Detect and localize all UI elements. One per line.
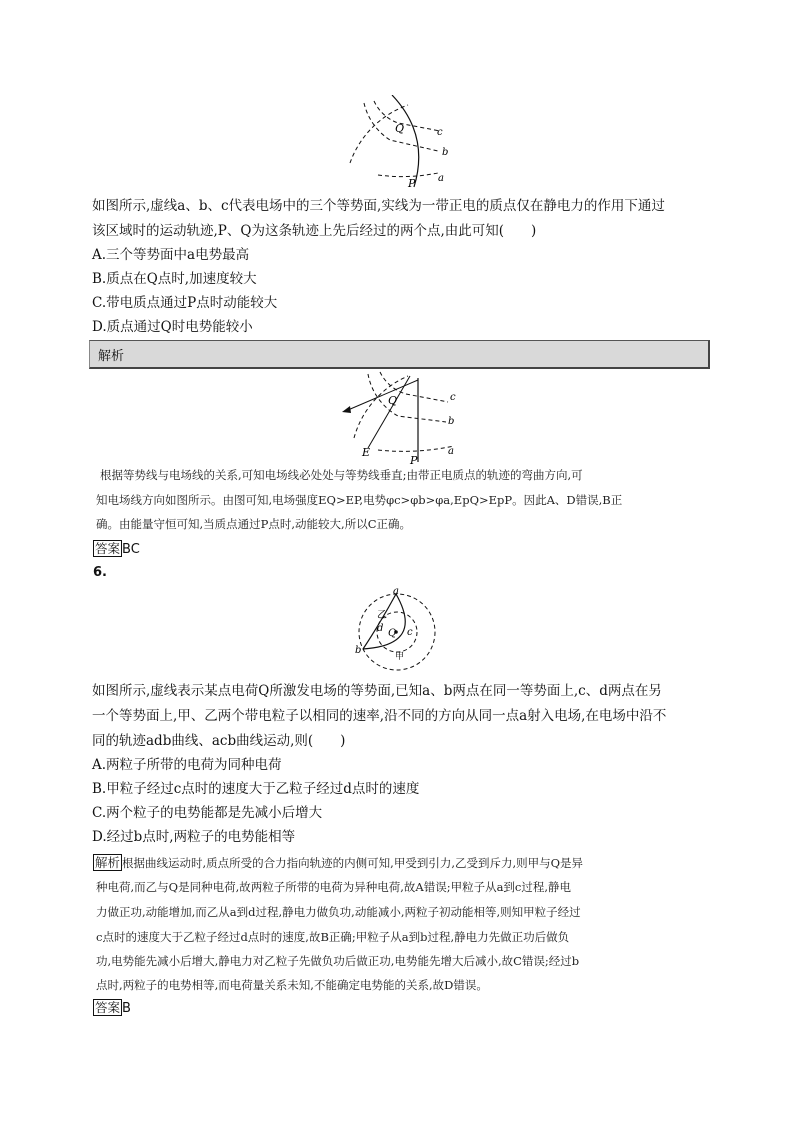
q5-solution-line-2: 知电场线方向如图所示。由图可知,电场强度EQ>EP,电势φc>φb>φa,EpQ>EpP。因此A、D错误,B正 <box>96 493 623 507</box>
q6-solution-line-4: c点时的速度大于乙粒子经过d点时的速度,故B正确;甲粒子从a到b过程,静电力先做正功后做负 <box>96 930 570 944</box>
q5-stem-line-2: 该区域时的运动轨迹,P、Q为这条轨迹上先后经过的两个点,由此可知( ) <box>92 223 537 239</box>
q5-option-b: B.质点在Q点时,加速度较大 <box>92 271 257 287</box>
q6-analysis-label: 解析 <box>95 855 121 870</box>
q6-solution-line-5: 功,电势能先减小后增大,静电力对乙粒子先做负功后做正功,电势能先增大后减小,故C错误;经过b <box>96 954 580 968</box>
q5-sol-label-e: E <box>362 446 371 459</box>
q5-answer-value: BC <box>122 542 140 557</box>
q6-solution-first: 根据曲线运动时,质点所受的合力指向轨迹的内侧可知,甲受到引力,乙受到斥力,则甲与Q是异 <box>122 856 584 870</box>
q6-fig-label-q: Q <box>388 628 397 639</box>
q6-fig-label-a: a <box>393 586 399 597</box>
q6-fig-label-c: c <box>407 627 413 638</box>
q6-fig-label-yi: 乙 <box>377 610 387 621</box>
q5-analysis-label: 解析 <box>98 349 125 364</box>
q6-figure <box>355 585 445 673</box>
q5-option-c: C.带电质点通过P点时动能较大 <box>92 295 278 311</box>
q6-solution-line-1 <box>93 854 583 871</box>
q5-option-a: A.三个等势面中a电势最高 <box>92 247 250 263</box>
q5-fig-label-q: Q <box>395 122 405 135</box>
q6-fig-label-jia: 甲 <box>395 652 405 662</box>
q6-fig-label-d: d <box>377 623 384 634</box>
q5-fig-label-a: a <box>438 173 444 184</box>
q6-stem-line-1: 如图所示,虚线表示某点电荷Q所激发电场的等势面,已知a、b两点在同一等势面上,c、d两点在另 <box>92 683 662 699</box>
q6-answer-label: 答案 <box>95 1000 121 1015</box>
q5-solution-figure <box>338 370 468 465</box>
q6-option-d: D.经过b点时,两粒子的电势能相等 <box>92 829 296 845</box>
q5-answer <box>93 540 140 558</box>
q6-fig-label-b: b <box>355 645 362 656</box>
q5-solution-line-1: 根据等势线与电场线的关系,可知电场线必处处与等势线垂直;由带正电质点的轨迹的弯曲方向,可 <box>100 468 583 482</box>
q5-option-d: D.质点通过Q时电势能较小 <box>92 319 253 335</box>
q5-fig-label-p: P <box>408 177 416 190</box>
q6-option-a: A.两粒子所带的电荷为同种电荷 <box>92 757 282 773</box>
q5-sol-label-a: a <box>448 446 454 457</box>
q6-option-c: C.两个粒子的电势能都是先减小后增大 <box>92 805 323 821</box>
q5-fig-label-b: b <box>442 147 449 158</box>
q6-solution-line-6: 点时,两粒子的电势相等,而电荷量关系未知,不能确定电势能的关系,故D错误。 <box>96 978 488 992</box>
q6-stem-line-3: 同的轨迹adb曲线、acb曲线运动,则( ) <box>92 733 346 749</box>
q6-option-b: B.甲粒子经过c点时的速度大于乙粒子经过d点时的速度 <box>92 781 420 797</box>
q5-solution-line-3: 确。由能量守恒可知,当质点通过P点时,动能较大,所以C正确。 <box>96 517 412 531</box>
q6-solution-line-2: 种电荷,而乙与Q是同种电荷,故两粒子所带的电荷为异种电荷,故A错误;甲粒子从a到c过程,静电 <box>96 880 572 894</box>
q5-sol-label-p: P <box>410 454 418 465</box>
q5-figure <box>330 95 460 190</box>
q5-stem-line-1: 如图所示,虚线a、b、c代表电场中的三个等势面,实线为一带正电的质点仅在静电力的作用下通过 <box>92 198 665 214</box>
q5-sol-label-q: Q <box>388 394 398 407</box>
q5-analysis-bar <box>89 340 710 369</box>
q6-answer <box>93 999 131 1017</box>
q5-answer-label: 答案 <box>95 541 121 556</box>
q6-stem-line-2: 一个等势面上,甲、乙两个带电粒子以相同的速率,沿不同的方向从同一点a射入电场,在电场中沿不 <box>92 708 667 724</box>
q5-fig-label-c: c <box>437 127 443 138</box>
q6-answer-value: B <box>122 1001 131 1016</box>
q6-solution-line-3: 力做正功,动能增加,而乙从a到d过程,静电力做负功,动能减小,两粒子初动能相等,则知甲粒子经过 <box>96 905 581 919</box>
q5-sol-label-c: c <box>450 392 456 403</box>
q5-sol-label-b: b <box>448 416 455 427</box>
q6-number: 6. <box>93 565 107 580</box>
